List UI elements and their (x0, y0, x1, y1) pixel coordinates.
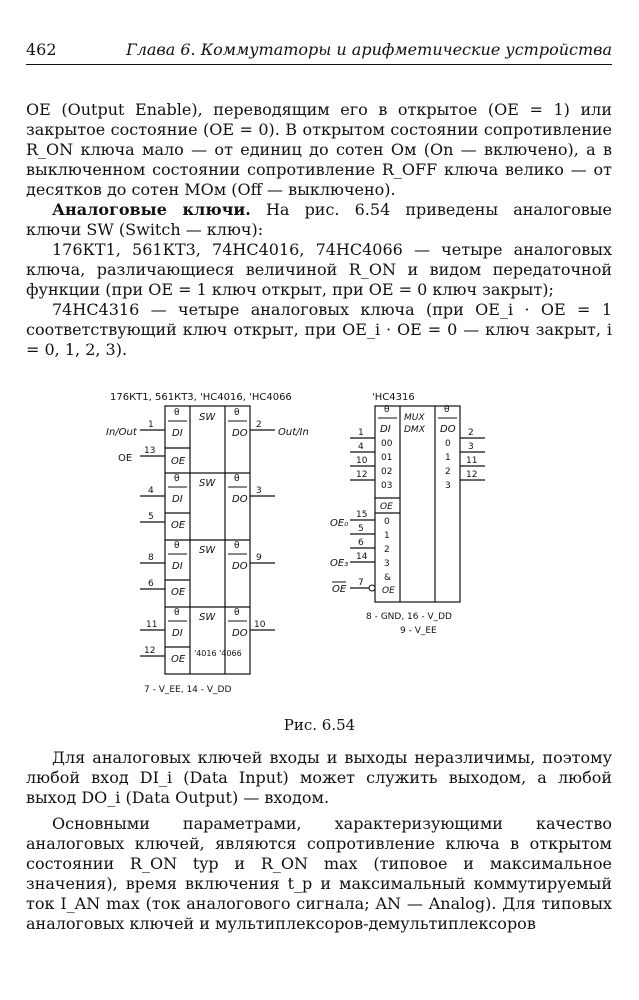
out-label-0: 0 (445, 439, 451, 449)
out-label-3: 3 (445, 481, 451, 491)
right-chip-title: 'HC4316 (372, 392, 415, 403)
oe-num-0: 0 (384, 517, 390, 527)
r-pin-in-4: 12 (356, 470, 368, 480)
sw-label-4: SW (199, 612, 216, 623)
figure-caption: Рис. 6.54 (283, 716, 356, 734)
paragraph-2-text: На рис. 6.54 приведены аналоговые ключи SW (Switch — ключ): (26, 200, 612, 239)
variants-label: '4016 '4066 (194, 649, 242, 658)
di-label-3: DI (172, 561, 183, 572)
r-pin-oe-2: 5 (358, 524, 364, 534)
oe-cell-3: OE (171, 587, 186, 598)
text-block-top (26, 100, 612, 360)
theta-3: θ (174, 474, 180, 484)
sw-label-1: SW (199, 412, 216, 423)
paragraph-1: OE (Output Enable), переводящим его в открытое (OE = 1) или закрытое состояние (OE = 0). В открытом состоянии сопротивление R_ON ключа мало — от единиц до сотен Ом (On — включено), а в выключенном состоянии сопротивление R_OFF ключа велико — от десятков до сотен МОм (Off — выключено). (26, 100, 612, 199)
pin-out-2: 3 (256, 486, 262, 496)
right-di-label: DI (380, 424, 391, 435)
theta-1: θ (174, 408, 180, 418)
r-pin-out-2: 3 (468, 442, 474, 452)
pin-in-4: 11 (146, 620, 158, 630)
theta-r1: θ (384, 405, 390, 415)
mux-label: MUX (404, 413, 425, 423)
in-label-3: 03 (381, 481, 393, 491)
oe-num-1: 1 (384, 531, 390, 541)
sw-label-2: SW (199, 478, 216, 489)
do-label-3: DO (232, 561, 248, 572)
oe0-label: OE₀ (330, 518, 349, 529)
pin-oe-4: 12 (144, 646, 156, 656)
chapter-title: Глава 6. Коммутаторы и арифметические устройства (126, 40, 612, 59)
section-heading: Аналоговые ключи. (52, 200, 251, 219)
right-power-note-1: 8 - GND, 16 - V_DD (366, 612, 452, 622)
r-pin-in-2: 4 (358, 442, 364, 452)
sw-label-3: SW (199, 545, 216, 556)
dmx-label: DMX (404, 425, 425, 435)
oe-num-2: 2 (384, 545, 390, 555)
right-power-note-2: 9 - V_EE (400, 626, 437, 636)
left-chip-title: 176КТ1, 561КТ3, 'HC4016, 'HC4066 (110, 392, 292, 403)
r-pin-in-1: 1 (358, 428, 364, 438)
pin-out-3: 9 (256, 553, 262, 563)
pin-in-1: 1 (148, 420, 154, 430)
right-do-label: DO (440, 424, 456, 435)
oe-label: OE (118, 453, 133, 464)
oe-cell-4: OE (171, 654, 186, 665)
text-block-bottom (26, 748, 612, 934)
pin-oe-3: 6 (148, 579, 154, 589)
in-label-0: 00 (381, 439, 393, 449)
oe-cell-1: OE (171, 456, 186, 467)
figure-6-54 (106, 388, 530, 706)
theta-5: θ (174, 541, 180, 551)
theta-6: θ (234, 541, 240, 551)
pin-out-4: 10 (254, 620, 266, 630)
r-pin-oe-1: 15 (356, 510, 368, 520)
r-pin-out-3: 11 (466, 456, 478, 466)
out-in-label: Out/In (278, 427, 309, 438)
in-label-2: 02 (381, 467, 393, 477)
and-label: & (384, 573, 392, 583)
r-pin-oe-3: 6 (358, 538, 364, 548)
paragraph-6: Основными параметрами, характеризующими качество аналоговых ключей, являются сопротивление ключа в открытом состоянии R_ON typ и R_ON max (типовое и максимальное значения), время включения t_p и максимальный коммутируемый ток I_AN max (ток аналогового сигнала; AN — Analog). Для типовых аналоговых ключей и мультиплексоров-демультиплексоров (26, 814, 612, 933)
schematic-diagram (106, 388, 530, 706)
pin-oe-2: 5 (148, 512, 154, 522)
page-number: 462 (26, 40, 57, 59)
pin-oe-1: 13 (144, 446, 156, 456)
di-label-2: DI (172, 494, 183, 505)
right-oe-header: OE (380, 502, 393, 512)
r-pin-out-4: 12 (466, 470, 478, 480)
in-out-label: In/Out (106, 427, 137, 438)
oe-bar-cell: OE (382, 586, 395, 596)
page-header (26, 40, 612, 65)
theta-4: θ (234, 474, 240, 484)
do-label-1: DO (232, 428, 248, 439)
oe-bar-label: OE (332, 584, 347, 595)
oe3-label: OE₃ (330, 558, 349, 569)
r-pin-in-3: 10 (356, 456, 368, 466)
pin-in-3: 8 (148, 553, 154, 563)
oe-num-3: 3 (384, 559, 390, 569)
paragraph-4: 74HC4316 — четыре аналоговых ключа (при OE_i · OE = 1 соответствующий ключ открыт, при OE_i · OE = 0 — ключ закрыт, i = 0, 1, 2, 3). (26, 300, 612, 359)
do-label-4: DO (232, 628, 248, 639)
r-pin-oe-5: 7 (358, 578, 364, 588)
r-pin-oe-4: 14 (356, 552, 368, 562)
theta-7: θ (174, 608, 180, 618)
pin-in-2: 4 (148, 486, 154, 496)
theta-2: θ (234, 408, 240, 418)
left-power-note: 7 - V_EE, 14 - V_DD (144, 685, 232, 695)
paragraph-2 (26, 200, 612, 240)
out-label-1: 1 (445, 453, 451, 463)
paragraph-3: 176КТ1, 561КТ3, 74HC4016, 74HC4066 — четыре аналоговых ключа, различающиеся величиной R_ON и видом передаточной функции (при OE = 1 ключ открыт, при OE = 0 ключ закрыт); (26, 240, 612, 299)
theta-r2: θ (444, 405, 450, 415)
di-label-1: DI (172, 428, 183, 439)
pin-out-1: 2 (256, 420, 262, 430)
di-label-4: DI (172, 628, 183, 639)
do-label-2: DO (232, 494, 248, 505)
out-label-2: 2 (445, 467, 451, 477)
theta-8: θ (234, 608, 240, 618)
r-pin-out-1: 2 (468, 428, 474, 438)
paragraph-5: Для аналоговых ключей входы и выходы неразличимы, поэтому любой вход DI_i (Data Input) может служить выходом, а любой выход DO_i (Data Output) — входом. (26, 748, 612, 807)
oe-cell-2: OE (171, 520, 186, 531)
in-label-1: 01 (381, 453, 393, 463)
